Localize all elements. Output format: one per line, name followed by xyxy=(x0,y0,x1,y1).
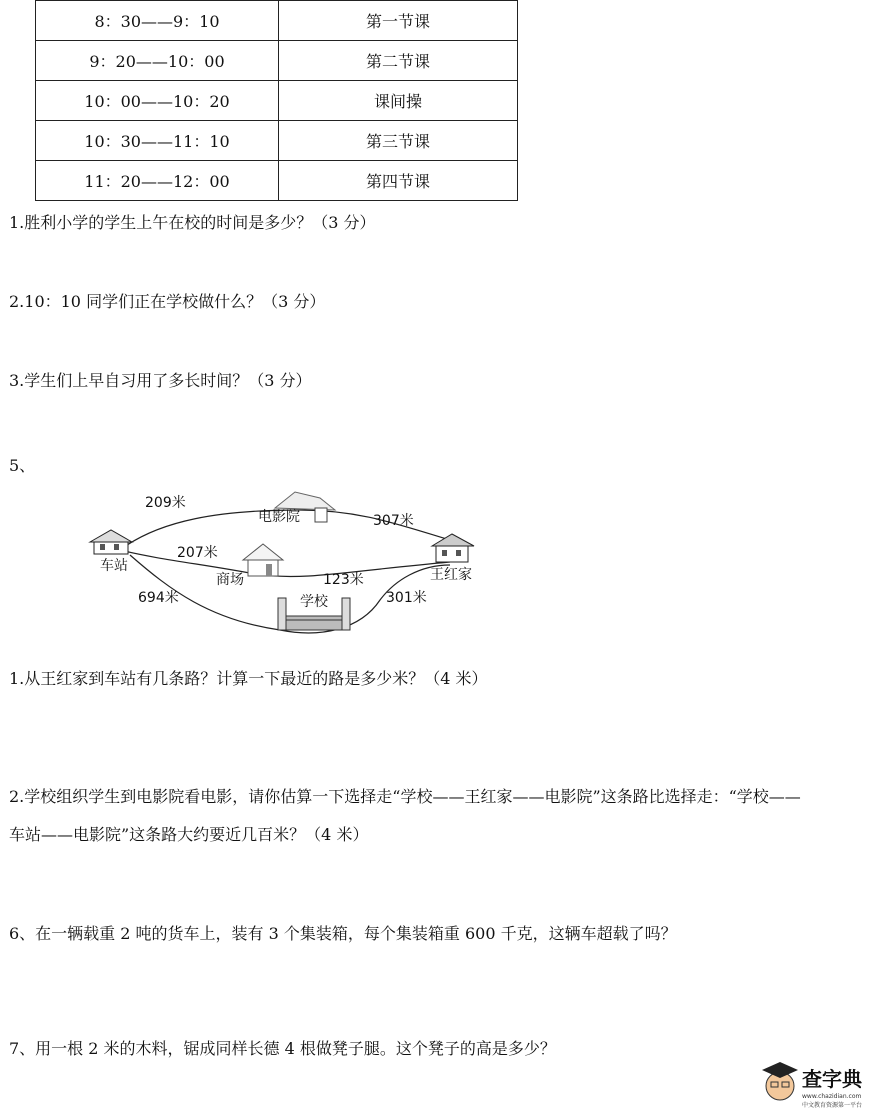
logo-site: www.chazidian.com xyxy=(802,1093,862,1100)
distance-mall-wang: 123米 xyxy=(323,572,364,588)
route-map xyxy=(80,480,500,660)
question-5-2: 2.学校组织学生到电影院看电影，请你估算一下选择走“学校——王红家——电影院”这条路比选择走：“学校—— xyxy=(9,787,801,806)
label-wang-home: 王红家 xyxy=(430,567,472,583)
table-row xyxy=(36,81,518,121)
schedule-table xyxy=(35,0,518,201)
activity-cell: 第二节课 xyxy=(279,41,518,81)
graduate-cap-icon xyxy=(762,1062,798,1100)
distance-school-wang: 301米 xyxy=(386,590,427,606)
activity-cell: 第一节课 xyxy=(279,1,518,41)
table-row xyxy=(36,1,518,41)
section-5-label: 5、 xyxy=(9,456,36,475)
station-icon xyxy=(90,530,132,554)
table-row xyxy=(36,161,518,201)
logo-text: 查字典 xyxy=(802,1067,862,1091)
time-cell: 10：00——10：20 xyxy=(36,81,279,121)
distance-station-mall: 207米 xyxy=(177,545,218,561)
time-cell: 10：30——11：10 xyxy=(36,121,279,161)
mall-icon xyxy=(243,544,283,576)
distance-station-cinema: 209米 xyxy=(145,495,186,511)
table-row xyxy=(36,121,518,161)
activity-cell: 课间操 xyxy=(279,81,518,121)
question-4-1: 1.胜利小学的学生上午在校的时间是多少？（3 分） xyxy=(9,213,376,232)
distance-station-school: 694米 xyxy=(138,590,179,606)
question-5-2-continued: 车站——电影院”这条路大约要近几百米？（4 米） xyxy=(9,825,369,844)
label-mall: 商场 xyxy=(216,572,244,588)
activity-cell: 第三节课 xyxy=(279,121,518,161)
chazidian-logo xyxy=(760,1058,880,1113)
distance-cinema-wang: 307米 xyxy=(373,513,414,529)
route-station-mall-wang xyxy=(120,550,450,577)
label-station: 车站 xyxy=(100,558,128,574)
label-school: 学校 xyxy=(300,594,328,610)
time-cell: 8：30——9：10 xyxy=(36,1,279,41)
wang-home-icon xyxy=(432,534,474,562)
question-7: 7、用一根 2 米的木料，锯成同样长德 4 根做凳子腿。这个凳子的高是多少？ xyxy=(9,1039,556,1058)
time-cell: 11：20——12：00 xyxy=(36,161,279,201)
question-6: 6、在一辆载重 2 吨的货车上，装有 3 个集装箱，每个集装箱重 600 千克，这辆车超载了吗？ xyxy=(9,924,677,943)
question-4-3: 3.学生们上早自习用了多长时间？（3 分） xyxy=(9,371,312,390)
activity-cell: 第四节课 xyxy=(279,161,518,201)
label-cinema: 电影院 xyxy=(258,509,300,525)
logo-slogan: 中文教育资源第一平台 xyxy=(802,1102,863,1109)
question-4-2: 2.10：10 同学们正在学校做什么？（3 分） xyxy=(9,292,326,311)
time-cell: 9：20——10：00 xyxy=(36,41,279,81)
table-row xyxy=(36,41,518,81)
question-5-1: 1.从王红家到车站有几条路？计算一下最近的路是多少米？（4 米） xyxy=(9,669,488,688)
